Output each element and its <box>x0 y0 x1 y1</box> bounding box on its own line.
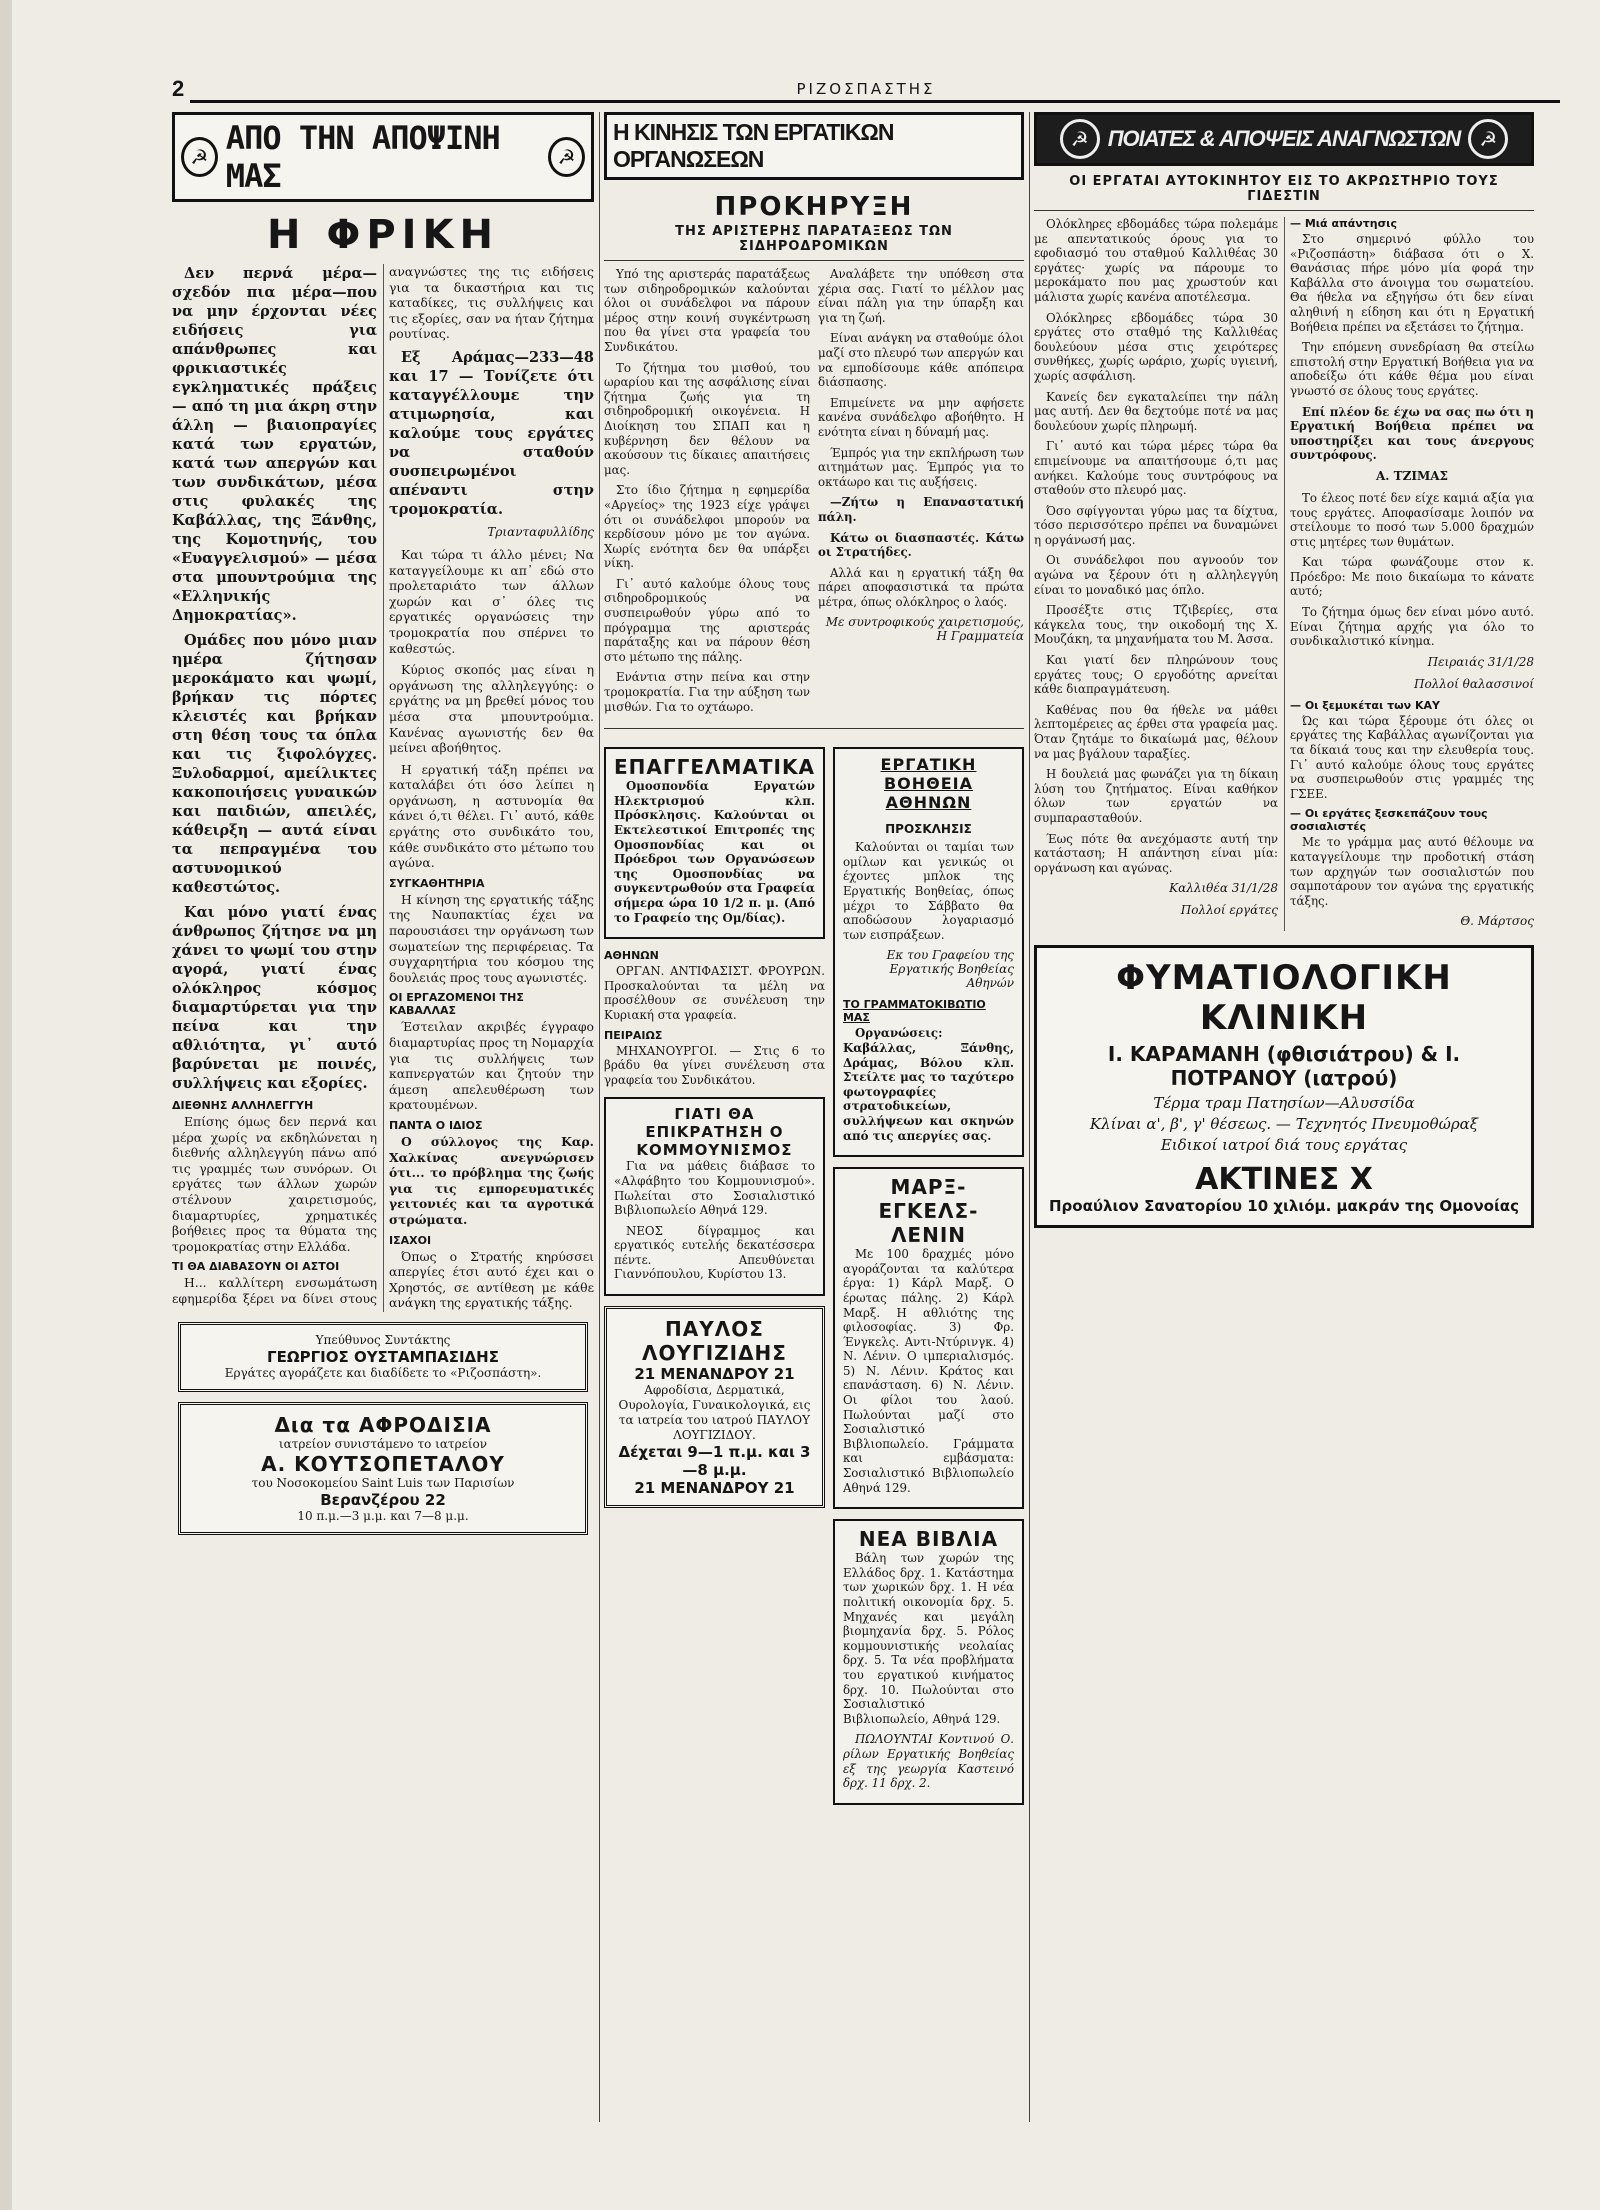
paragraph: Προσέξτε στις Τζιβερίες, στα κάγκελα τους, την οικοδομή της Χ. Μουζάκη, τα μηχανήματα του Μ. Άσσα. <box>1034 603 1278 647</box>
section-title: ΣΥΓΚΑΘΗΤΗΡΙΑ <box>389 876 485 890</box>
section-title: ΔΙΕΘΝΗΣ ΑΛΛΗΛΕΓΓΥΗ <box>172 1099 314 1112</box>
paragraph: Η δουλειά μας φωνάζει για τη δίκαιη λύση του ζητήματος. Είναι καθήκον όλων των εργατών να συμπαρασταθούν. <box>1034 767 1278 825</box>
paragraph: Για να μάθεις διάβασε το «Αλφάβητο του Κομμουνισμού». Πωλείται στο Σοσιαλιστικό Βιβλιοπωλείο Αθηνά 129. <box>614 1159 815 1218</box>
headline: Η ΦΡΙΚΗ <box>266 212 500 258</box>
page-number: 2 <box>172 76 185 101</box>
hammer-sickle-icon: ☭ <box>181 137 218 177</box>
paragraph: Ομοσπονδία Εργατών Ηλεκτρισμού κλπ. Πρόσκλησις. Καλούνται οι Εκτελεστικοί Επιτροπές της Ομοσπονδίας και οι Πρόεδροι των Οργανώσεων της Ομοσπονδίας να συγκεντρωθούν στα Γραφεία σήμερα ώρα 10 1/2 π. μ. (Από το Γραφείο της Ομ/δίας). <box>614 779 815 925</box>
paragraph: Και τώρα τι άλλο μένει; Να καταγγείλουμε κι απ᾽ εδώ στο προλεταριάτο των άλλων χωρών και σ᾽ όλες τις εργατικές οργανώσεις την τρομοκρατία που σπέρνει το καθεστώς. <box>389 546 594 656</box>
bold-paragraph: Εξ Αράμας—233—48 και 17 — Τονίζετε ότι καταγγέλλουμε την ατιμωρησία, και καλούμε τους εργάτες να σταθούν συσπειρωμένοι απέναντι στην τρομοκρατία. <box>389 348 594 518</box>
box-title: ΕΡΓΑΤΙΚΗ ΒΟΗΘΕΙΑ ΑΘΗΝΩΝ <box>880 755 977 813</box>
paragraph: Και μόνο γιατί ένας άνθρωπος ζήτησε να μη χάνει το ψωμί του στην αγορά, γιατί ένας ολόκληρος κόσμος διαμαρτύρεται για την πείνα και την αθλιότητα, γι᾽ αυτό βαρύνεται με ποινές, συλλήψεις και εξορίες. <box>172 904 377 1092</box>
section-title: ΤΟ ΓΡΑΜΜΑΤΟΚΙΒΩΤΙΟ ΜΑΣ <box>842 998 986 1025</box>
paragraph: Κανείς δεν εγκαταλείπει την πάλη μας αυτή. Δεν θα δεχτούμε ποτέ να μας δουλεύουν χωρίς πληρωμή. <box>1034 389 1278 433</box>
ad-hours: 10 π.μ.—3 μ.μ. και 7—8 μ.μ. <box>297 1508 469 1523</box>
section-title: ΤΙ ΘΑ ΔΙΑΒΑΣΟΥΝ ΟΙ ΑΣΤΟΙ <box>172 1260 340 1274</box>
paragraph: Γι᾽ αυτό καλούμε όλους τους σιδηροδρομικούς να συσπειρωθούν γύρω από το πρόγραμμα της αριστεράς παράταξης και να πάρουν θέση στο μέτωπο της πάλης. <box>604 576 810 664</box>
ad-tag: ιατρείον συνιστάμενο το ιατρείον <box>278 1436 488 1451</box>
slogan: Κάτω οι διασπαστές. Κάτω οι Στρατήδες. <box>818 530 1024 560</box>
ad-address: 21 ΜΕΝΑΝΔΡΟΥ 21 <box>634 1365 795 1384</box>
box-title: ΓΙΑΤΙ ΘΑ ΕΠΙΚΡΑΤΗΣΗ Ο ΚΟΜΜΟΥΝΙΣΜΟΣ <box>636 1105 793 1160</box>
ad-hours: Δέχεται 9—1 π.μ. και 3—8 μ.μ. <box>618 1443 811 1480</box>
signature: Εκ του Γραφείου της Εργατικής Βοηθείας Αθηνών <box>886 948 1014 991</box>
paragraph: Την επόμενη συνεδρίαση θα στείλω επιστολή στην Εργατική Βοήθεια για να αποδείξω ότι κάθε θέμα μου είναι γνωστό σε όλους τους εργάτες. <box>1290 340 1534 398</box>
subheadline: ΟΙ ΕΡΓΑΤΑΙ ΑΥΤΟΚΙΝΗΤΟΥ ΕΙΣ ΤΟ ΑΚΡΩΣΤΗΡΙΟ ΤΟΥΣ ΓΙΔΕΣΤΙΝ <box>1034 174 1534 211</box>
ad-name: Α. ΚΟΥΤΣΟΠΕΤΑΛΟΥ <box>261 1451 505 1476</box>
editor-box <box>178 1322 588 1392</box>
paragraph: Οργανώσεις: Καβάλλας, Ξάνθης, Δράμας, Βόλου κλπ. Στείλτε μας το ταχύτερο φωτογραφίες στρατοδικείων, συλλήψεων και σκηνών από τις απεργίες σας. <box>842 1026 1014 1143</box>
paragraph: Με το γράμμα μας αυτό θέλουμε να καταγγείλουμε την προδοτική στάση των αρχηγών των σοσιαλιστών που σαμποτάρουν τον αγώνα της εργατικής τάξης. <box>1290 835 1534 908</box>
clinic-line: Ειδικοί ιατροί διά τους εργάτας <box>1160 1135 1408 1154</box>
section-title: — Οι ξεμυκέται των ΚΑΥ <box>1290 698 1440 712</box>
paragraph: Η κίνηση της εργατικής τάξης της Ναυπακτίας έχει να παρουσιάσει την οργάνωση των σωματείων της περιφέρειας. Τα συγχαρητήρια του κόσμου της δουλειάς προς τους αγωνιστές. <box>389 891 594 985</box>
ad-line: Αφροδίσια, Δερματικά, Ουρολογία, Γυναικολογικά, εις τα ιατρεία του ιατρού ΠΑΥΛΟΥ ΛΟΥΓΙΖΙΔΟΥ. <box>618 1383 811 1443</box>
paragraph: Με 100 δραχμές μόνο αγοράζονται τα καλύτερα έργα: 1) Κάρλ Μαρξ. Ο έρωτας πάλης. 2) Κάρλ Μαρξ. Η αθλιότης της φιλοσοφίας. 3) Φρ. Ένγκελς. Αντι-Ντύρινγκ. 4) Ν. Λένιν. Ο ιμπεριαλισμός. 5) Ν. Λένιν. Κράτος και επανάσταση. 6) Ν. Λένιν. Οι φίλοι του λαού. Πωλούνται μαζί στο Σοσιαλιστικό Βιβλιοπωλείο. Γράμματα και εμβάσματα: Σοσιαλιστικό Βιβλιοπωλείο Αθηνά 129. <box>842 1247 1014 1495</box>
column-opinion <box>172 112 594 2117</box>
clinic-location: Προαύλιον Σανατορίου 10 χιλιόμ. μακράν της Ομονοίας <box>1048 1196 1520 1215</box>
ad-line: του Νοσοκομείου Saint Luis των Παρισίων <box>251 1475 515 1490</box>
books-box <box>833 1519 1024 1805</box>
paragraph: ΟΡΓΑΝ. ΑΝΤΙΦΑΣΙΣΤ. ΦΡΟΥΡΩΝ. Προσκαλούνται τα μέλη να προσέλθουν σε συνέλευση την Κυριακή στα γραφεία. <box>604 964 825 1022</box>
section-banner <box>172 112 594 202</box>
clinic-line: Κλίναι α', β', γ' θέσεως. — Τεχνητός Πνευμοθώραξ <box>1089 1114 1479 1133</box>
clinic-xray: ΑΚΤΙΝΕΣ Χ <box>1195 1161 1373 1197</box>
clinic-ad <box>1034 945 1534 1228</box>
clinic-title: ΦΥΜΑΤΙΟΛΟΓΙΚΗ ΚΛΙΝΙΚΗ <box>1116 957 1452 1038</box>
paragraph: Ομάδες που μόνο μιαν ημέρα ζήτησαν μεροκάματο και ψωμί, βρήκαν τις πόρτες κλειστές και βρήκαν στη θέση τους τα όπλα και τις ξιφολόγχες. Ξυλοδαρμοί, αμείλικτες κακοποιήσεις γυναικών και παιδιών, απειλές, κάθειρξη — αυτά είναι τα πεπραγμένα του αστυνομικού καθεστώτος. <box>172 632 377 896</box>
ad-address: 21 ΜΕΝΑΝΔΡΟΥ 21 <box>634 1479 795 1498</box>
bold-paragraph: Επί πλέον δε έχω να σας πω ότι η Εργατική Βοήθεια πρέπει να υποστηρίξει και τους άνεργους συντρόφους. <box>1290 404 1534 463</box>
paragraph: Είναι ανάγκη να σταθούμε όλοι μαζί στο πλευρό των απεργών και να εμποδίσουμε κάθε απόπειρα διάσπασης. <box>818 331 1024 390</box>
column-divider <box>1029 112 1030 2122</box>
signature: Με συντροφικούς χαιρετισμούς, Η Γραμματεία <box>825 615 1024 644</box>
section-title: ΠΕΙΡΑΙΩΣ <box>604 1028 663 1042</box>
paragraph: Κύριος σκοπός μας είναι η οργάνωση της αλληλεγγύης: ο εργάτης να μη βρεθεί μόνος του μέσα στα μπουντρούμια. Κανένας αγωνιστής δεν θα μείνει αβοήθητος. <box>389 662 594 756</box>
paragraph: Η εργατική τάξη πρέπει να καταλάβει ότι όσο λείπει η οργάνωση, η αστυνομία θα κάνει ό,τι θέλει. Γι᾽ αυτό, κάθε εργάτης στο συνδικάτο του, κάθε συνδικάτο στο μέτωπο του αγώνα. <box>389 761 594 871</box>
paragraph: Επίσης όμως δεν περνά και μέρα χωρίς να εκδηλώνεται η διεθνής αλληλεγγύη πάνω από τις γραμμές των συνόρων. Οι εργάτες των άλλων χωρών στέλνουν χαιρετισμούς, διαμαρτυρίες, χρηματικές βοήθειες προς τα θύματα της τρομοκρατίας στην Ελλάδα. <box>172 1114 377 1254</box>
paragraph: Δεν περνά μέρα—σχεδόν πια μέρα—που να μην έρχονται νέες ειδήσεις για απάνθρωπες και φρικιαστικές εγκληματικές πράξεις — από τη μια άκρη στην άλλη — βιαιοπραγίες κατά των εργατών, κατά των απεργών και των συνδικάτων, μέσα στις φυλακές της Καβάλλας, της Ξάνθης, της Κομοτηνής, του «Ευαγγελισμού» — μέσα στα μπουντρούμια της «Ελληνικής Δημοκρατίας». <box>172 265 377 624</box>
signature: Τριανταφυλλίδης <box>487 524 594 539</box>
marx-box <box>833 1167 1024 1509</box>
subheadline: ΤΗΣ ΑΡΙΣΤΕΡΗΣ ΠΑΡΑΤΑΞΕΩΣ ΤΩΝ ΣΙΔΗΡΟΔΡΟΜΙΚΩΝ <box>604 224 1024 261</box>
section-title: ΟΙ ΕΡΓΑΖΟΜΕΝΟΙ ΤΗΣ ΚΑΒΑΛΛΑΣ <box>389 991 524 1018</box>
letters-body <box>1034 217 1534 931</box>
paragraph: Έως πότε θα ανεχόμαστε αυτή την κατάσταση; Η απάντηση είναι μία: οργάνωση και αγώνας. <box>1034 831 1278 875</box>
article-body <box>172 264 594 1312</box>
paragraph: ΠΩΛΟΥΝΤΑΙ Κοντινού Ο. ρίλων Εργατικής Βοηθείας εξ της γεωργία Καστεινό δρχ. 11 δρχ. 2. <box>842 1732 1014 1791</box>
paragraph: Γι᾽ αυτό και τώρα μέρες τώρα θα επιμείνουμε να απαιτήσουμε ό,τι μας ανήκει. Καλούμε τους συντρόφους να σταθούν στο πλευρό μας. <box>1034 439 1278 498</box>
paper-name: ΡΙΖΟΣΠΑΣΤΗΣ <box>796 80 936 98</box>
ad-doctor <box>178 1402 588 1535</box>
paragraph: Αλλά και η εργατική τάξη θα πάρει αποφασιστικά τα πρώτα μέτρα, όπως ολόκληρος ο λαός. <box>818 565 1024 609</box>
section-banner <box>604 112 1024 180</box>
editor-name: ΓΕΩΡΓΙΟΣ ΟΥΣΤΑΜΠΑΣΙΔΗΣ <box>267 1347 499 1366</box>
communism-box <box>604 1097 825 1296</box>
signature: Καλλιθέα 31/1/28 <box>1169 881 1278 896</box>
paragraph: Ώς και τώρα ξέρουμε ότι όλες οι εργάτες της Καβάλλας αγωνίζονται για τα δίκαιά τους και την ελευθερία τους. Γι᾽ αυτό καλούμε όλους τους εργάτες να συσπειρωθούν στις γραμμές της ΓΣΕΕ. <box>1290 713 1534 801</box>
ad-headline: Δια τα ΑΦΡΟΔΙΣΙΑ <box>274 1412 492 1437</box>
hammer-sickle-icon: ☭ <box>548 137 585 177</box>
clinic-doctors: Ι. ΚΑΡΑΜΑΝΗ (φθισιάτρου) & Ι. ΠΟΤΡΑΝΟΥ (ιατρού) <box>1107 1041 1461 1090</box>
banner-title: Η ΚΙΝΗΣΙΣ ΤΩΝ ΕΡΓΑΤΙΚΩΝ ΟΡΓΑΝΩΣΕΩΝ <box>613 119 894 172</box>
paragraph: Έστειλαν ακριβές έγγραφο διαμαρτυρίας προς τη Νομαρχία για τις συλλήψεις των καπνεργατών και ζητούν την άμεση απελευθέρωση των κρατουμένων. <box>389 1019 594 1113</box>
page-margin-left <box>0 0 12 2210</box>
paragraph: Καλούνται οι ταμίαι των ομίλων και γενικώς οι έχοντες μπλοκ της Εργατικής Βοηθείας, όπως μέχρι το Σάββατο θα αποδώσουν λογαριασμό των εισπράξεων. <box>842 840 1014 942</box>
box-subtitle: ΠΡΟΣΚΛΗΣΙΣ <box>885 822 972 837</box>
signature: Πολλοί εργάτες <box>1180 903 1278 918</box>
editor-note: Εργάτες αγοράζετε και διαδίδετε το «Ριζοσπάστη». <box>224 1365 542 1380</box>
paragraph: Βάλη των χωρών της Ελλάδος δρχ. 1. Κατάστημα των χωρικών δρχ. 1. Η νέα πολιτική οικονομία δρχ. 5. Μηχανές και μεγάλη βιομηχανία δρχ. 5. Ρόλος κομμουνιστικής νεολαίας δρχ. 5. Τα νέα προβλήματα του εργατικού κινήματος δρχ. 10. Πωλούνται στο Σοσιαλιστικό Βιβλιοπωλείο, Αθηνά 129. <box>842 1551 1014 1726</box>
masthead <box>172 76 1560 102</box>
column-readers <box>1034 112 1534 2162</box>
paragraph: ΜΗΧΑΝΟΥΡΓΟΙ. — Στις 6 το βράδυ θα γίνει συνέλευση στα γραφεία του Συνδικάτου. <box>604 1043 825 1087</box>
paragraph: Στο σημερινό φύλλο του «Ριζοσπάστη» διάβασα ότι ο Χ. Θανάσιας πήρε μόνο μία φορά την Καβάλλα στο άνοιγμα του σωματείου. Θα ήθελα να εξηγήσω ότι δεν είναι αληθινή η είδηση και ότι η Εργατική Βοήθεια πρέπει να εξετάσει το ζήτημα. <box>1290 232 1534 334</box>
signature: Α. ΤΖΙΜΑΣ <box>1375 468 1449 483</box>
paragraph: Ολόκληρες εβδομάδες τώρα πολεμάμε με απεντατικούς όρους για το εφοδιασμό του σταθμού Καλλιθέας 30 εργάτες· χωρίς να πάρουμε το μεροκάματο που μας χρωστούν και μάλιστα χωρίς κανένα αποτέλεσμα. <box>1034 217 1278 304</box>
paragraph: Όσο σφίγγονται γύρω μας τα δίχτυα, τόσο περισσότερο πρέπει να δυναμώνει η οργάνωσή μας. <box>1034 503 1278 547</box>
section-title: ΠΑΝΤΑ Ο ΙΔΙΟΣ <box>389 1118 483 1132</box>
section-title: — Οι εργάτες ξεσκεπάζουν τους σοσιαλιστές <box>1290 807 1488 834</box>
editor-title: Υπεύθυνος Συντάκτης <box>315 1332 451 1347</box>
section-title: ΑΘΗΝΩΝ <box>604 949 659 963</box>
section-banner <box>1034 112 1534 166</box>
hammer-sickle-icon: ☭ <box>1060 119 1100 159</box>
signature: Θ. Μάρτσος <box>1460 914 1534 929</box>
clinic-line: Τέρμα τραμ Πατησίων—Αλυσσίδα <box>1153 1093 1415 1112</box>
paragraph: Η... καλλίτερη ενσωμάτωση εφημερίδα ξέρει να δίνει στους αναγνώστες της τις ειδήσεις για τα δικαστήρια και τις καταδίκες, τις συλλήψεις και τις εξορίες, σαν να ήταν ζήτημα ρουτίνας. <box>172 264 594 1306</box>
divider <box>604 728 1024 729</box>
paragraph: Το έλεος ποτέ δεν είχε καμιά αξία για τους εργάτες. Αποφασίσαμε λοιπόν να στείλουμε το ποσό των 5.000 δραχμών στις μητέρες των θυμάτων. <box>1290 490 1534 549</box>
slogan: —Ζήτω η Επαναστατική πάλη. <box>818 495 1024 524</box>
box-title: ΕΠΑΓΓΕΛΜΑΤΙΚΑ <box>614 755 815 780</box>
paragraph: ΝΕΟΣ δίγραμμος και εργατικός ευτελής δεκατέσσερα πέντε. Απευθύνεται Γιαννόπουλου, Κυρίστου 13. <box>614 1223 815 1282</box>
paragraph: Ολόκληρες εβδομάδες τώρα 30 εργάτες στο σταθμό της Καλλιθέας δουλεύουν μέσα στις χειρότερες συνθήκες, χωρίς ωράριο, χωρίς υγιεινή, χωρίς ασφάλιση. <box>1034 310 1278 383</box>
paragraph: Ενάντια στην πείνα και στην τρομοκρατία. Για την αύξηση των μισθών. Για το οχτάωρο. <box>604 670 810 714</box>
column-labour <box>604 112 1024 2162</box>
notices-grid <box>604 737 1024 1815</box>
paragraph: Οι συνάδελφοι που αγνοούν τον αγώνα να ξέρουν ότι η αλληλεγγύη είναι το μοναδικό μας όπλο. <box>1034 553 1278 597</box>
banner-title: ΑΠΟ ΤΗΝ ΑΠΟΨΙΝΗ ΜΑΣ <box>225 119 500 195</box>
paragraph: Έμπρός για την εκπλήρωση των αιτημάτων μας. Έμπρός για το οκτάωρο και τις αυξήσεις. <box>818 445 1024 489</box>
section-title: ΙΣΑΧΟΙ <box>389 1233 432 1247</box>
signature: Πολλοί θαλασσινοί <box>1414 676 1534 691</box>
ad-address: Βερανζέρου 22 <box>320 1490 446 1509</box>
box-title: ΝΕΑ ΒΙΒΛΙΑ <box>858 1527 999 1552</box>
column-divider <box>599 112 600 2122</box>
profession-box <box>604 747 825 939</box>
banner-title: ΠΟΙΑΤΕΣ & ΑΠΟΨΕΙΣ ΑΝΑΓΝΩΣΤΩΝ <box>1107 126 1461 151</box>
paragraph: Το ζήτημα όμως δεν είναι μόνο αυτό. Είναι ζήτημα αρχής για όλο το συνδικαλιστικό κίνημα. <box>1290 605 1534 649</box>
paragraph: Όπως ο Στρατής κηρύσσει απεργίες έτσι αυτό έχει και ο Χρηστός, σε αντίθεση με κάθε ανάγκη της εργατικής τάξης. <box>389 1248 594 1311</box>
paragraph: Και τώρα φωνάζουμε στον κ. Πρόεδρο: Με ποιο δικαίωμα το κάνατε αυτό; <box>1290 555 1534 599</box>
ad-name: ΠΑΥΛΟΣ ΛΟΥΓΙΖΙΔΗΣ <box>641 1317 787 1366</box>
hammer-sickle-icon: ☭ <box>1468 119 1508 159</box>
box-title: ΜΑΡΞ-ΕΓΚΕΛΣ-ΛΕΝΙΝ <box>878 1175 979 1248</box>
paragraph: Και γιατί δεν πληρώνουν τους εργάτες τους; Ο εργοδότης αρνείται κάθε διαπραγμάτευση. <box>1034 653 1278 697</box>
paragraph: Στο ίδιο ζήτημα η εφημερίδα «Αργείος» της 1923 είχε γράψει ότι οι συνάδελφοι μπορούν να κερδίσουν μόνο με τον αγώνα. Χωρίς ενότητα δεν θα υπάρξει νίκη. <box>604 483 810 571</box>
paragraph: Καθένας που θα ήθελε να μάθει λεπτομέρειες ας έρθει στα γραφεία μας. Όταν ζητάμε το δικαίωμά μας, θέλουν να μας βγάλουν ταραξίες. <box>1034 702 1278 761</box>
section-title: — Μιά απάντησις <box>1290 217 1397 230</box>
masthead-rule <box>190 100 1560 103</box>
proclamation-body <box>604 267 1024 720</box>
paragraph: Επιμείνετε να μην αφήσετε κανένα συνάδελφο αβοήθητο. Η ενότητα είναι η δύναμή μας. <box>818 395 1024 439</box>
paragraph: Το ζήτημα του μισθού, του ωραρίου και της ασφάλισης είναι ζήτημα ζωής για τη σιδηροδρομική οικογένεια. Η Διοίκηση του ΣΠΑΠ και η κυβέρνηση δεν θέλουν να ακούσουν τις δίκαιες απαιτήσεις μας. <box>604 360 810 477</box>
ad-paulos <box>604 1306 825 1508</box>
paragraph: Ο σύλλογος της Καρ. Χαλκίνας ανεγνώρισεν ότι... το πρόβλημα της ζωής για τις εμπορευματικές γειτονιές και τα αγροτικά στρώματα. <box>389 1133 594 1227</box>
paragraph: Υπό της αριστεράς παρατάξεως των σιδηροδρομικών καλούνται όλοι οι συνάδελφοι να πάρουν μέρος στην κοινή συγκέντρωση που θα γίνει στα γραφεία του Συνδικάτου. <box>604 267 810 354</box>
paragraph: Αναλάβετε την υπόθεση στα χέρια σας. Γιατί το μέλλον μας είναι πάλη για την ύπαρξη και για τη ζωή. <box>818 267 1024 325</box>
relief-box <box>833 747 1024 1157</box>
signature: Πειραιάς 31/1/28 <box>1427 654 1534 669</box>
headline: ΠΡΟΚΗΡΥΞΗ <box>714 192 914 222</box>
